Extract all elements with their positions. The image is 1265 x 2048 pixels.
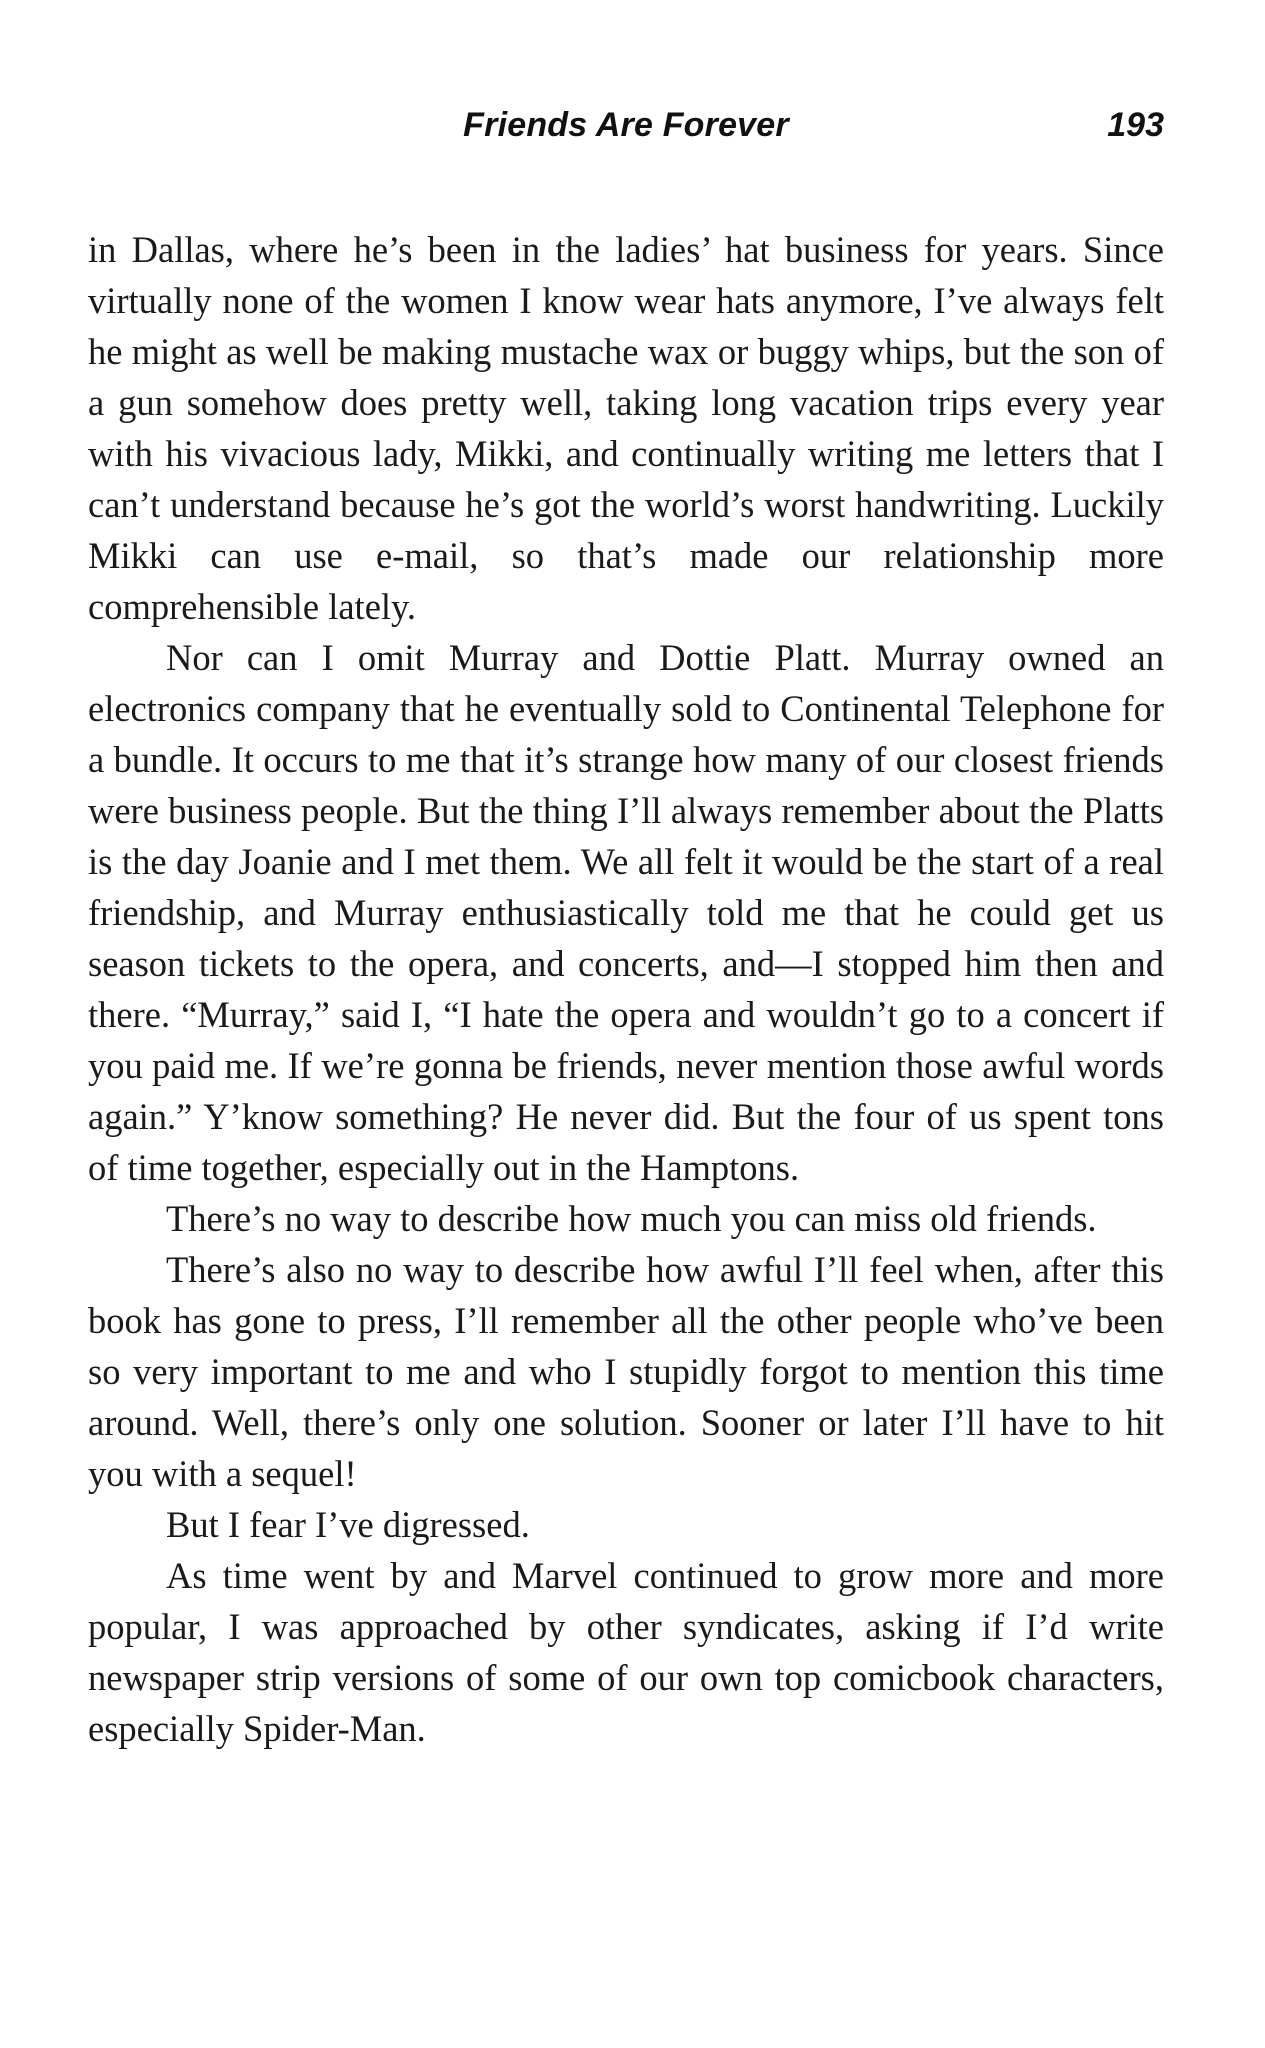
body-text bbox=[88, 224, 1164, 1754]
page-number: 193 bbox=[1107, 106, 1164, 144]
paragraph: There’s no way to describe how much you can miss old friends. bbox=[166, 1198, 1097, 1239]
paragraph: Nor can I omit Murray and Dottie Platt. Murray owned an electronics company that he eventually sold to Continental Telephone for a bundle. It occurs to me that it’s strange how many of our closest friends were business people. But the thing I’ll always remember about the Platts is the day Joanie and I met them. We all felt it would be the start of a real friendship, and Murray enthusiastically told me that he could get us season tickets to the opera, and concerts, and—I stopped him then and there. “Murray,” said I, “I hate the opera and wouldn’t go to a concert if you paid me. If we’re gonna be friends, never mention those awful words again.” Y’know something? He never did. But the four of us spent tons of time together, especially out in the Hamptons. bbox=[88, 637, 1164, 1188]
paragraph: As time went by and Marvel continued to grow more and more popular, I was approached by other syndicates, asking if I’d write newspaper strip versions of some of our own top comicbook characters, especially Spider-Man. bbox=[88, 1555, 1164, 1749]
paragraph: But I fear I’ve digressed. bbox=[166, 1504, 530, 1545]
paragraph: in Dallas, where he’s been in the ladies’ hat business for years. Since virtually none of the women I know wear hats anymore, I’ve always felt he might as well be making mustache wax or buggy whips, but the son of a gun somehow does pretty well, taking long vacation trips every year with his vivacious lady, Mikki, and continually writing me letters that I can’t understand because he’s got the world’s worst handwriting. Luckily Mikki can use e-mail, so that’s made our relationship more comprehensible lately. bbox=[88, 229, 1164, 627]
running-header bbox=[88, 106, 1164, 158]
running-title: Friends Are Forever bbox=[463, 106, 789, 144]
paragraph: There’s also no way to describe how awful I’ll feel when, after this book has gone to press, I’ll remember all the other people who’ve been so very important to me and who I stupidly forgot to mention this time around. Well, there’s only one solution. Sooner or later I’ll have to hit you with a sequel! bbox=[88, 1249, 1164, 1494]
